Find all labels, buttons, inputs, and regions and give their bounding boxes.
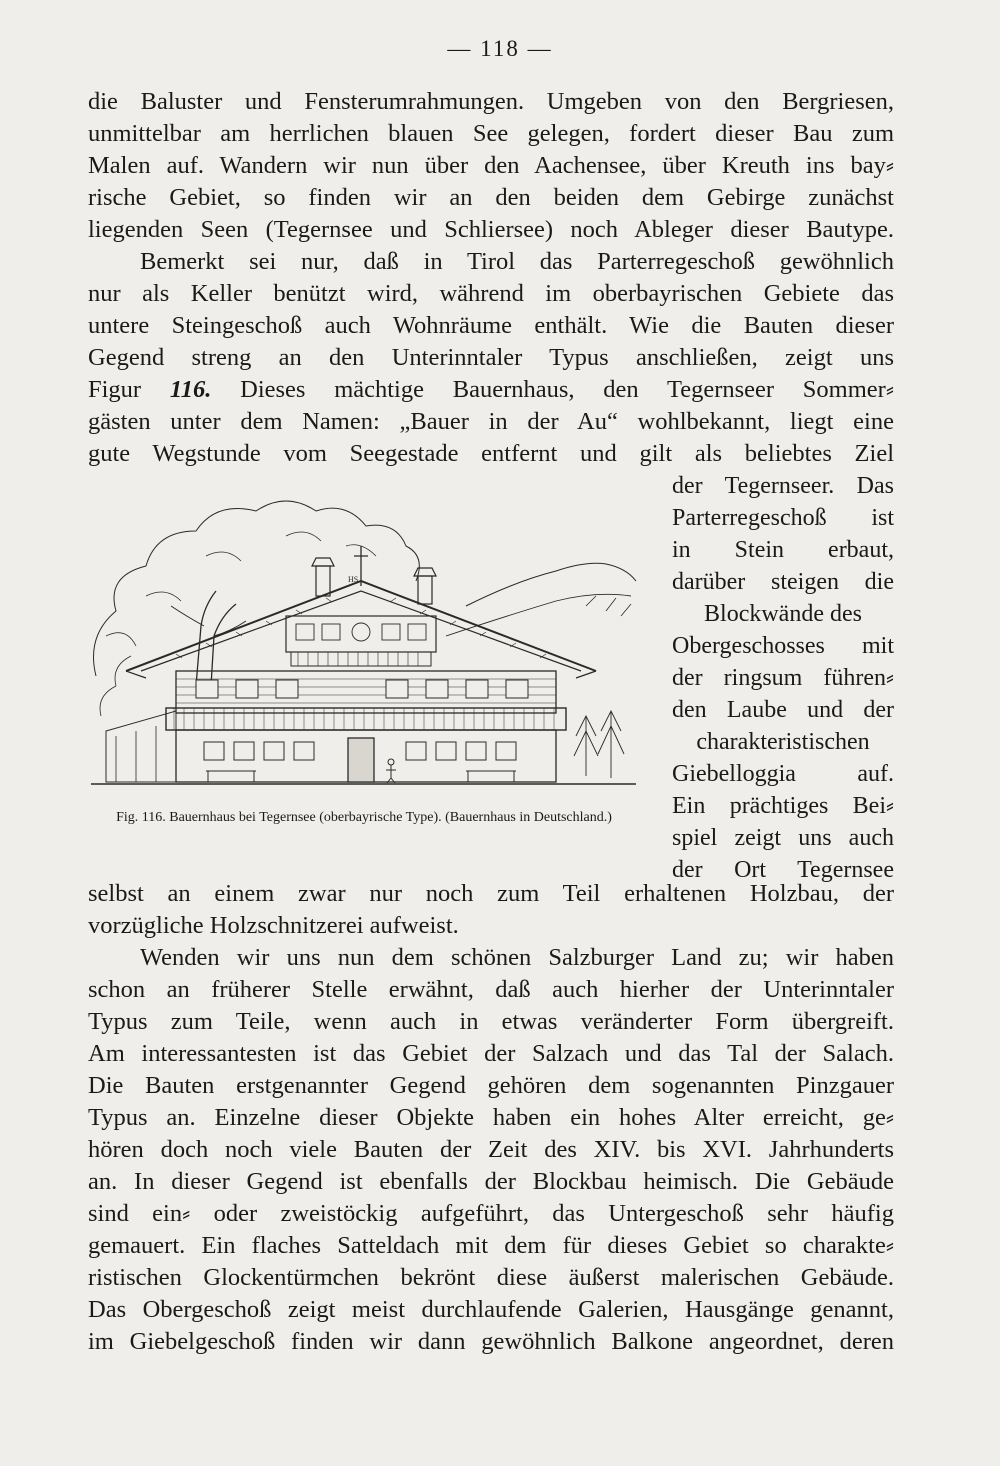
figure-prefix: Figur xyxy=(88,376,170,403)
text-line: untere Steingeschoß auch Wohnräume enthält. Wie die Bauten dieser xyxy=(88,312,894,339)
side-line: darüber steigen die xyxy=(672,569,894,595)
text-line: im Giebelgeschoß finden wir dann gewöhnlich Balkone angeordnet, deren xyxy=(88,1328,894,1355)
text-line: ristischen Glockentürmchen bekrönt diese äußerst malerischen Gebäude. xyxy=(88,1264,894,1291)
farmhouse-drawing xyxy=(86,486,642,806)
side-line: Parterregeschoß ist xyxy=(672,505,894,531)
text-line: rische Gebiet, so finden wir an den beiden dem Gebirge zunächst xyxy=(88,184,894,211)
figure-farmhouse-illustration xyxy=(86,486,642,806)
text-line: sind ein⸗ oder zweistöckig aufgeführt, das Untergeschoß sehr häufig xyxy=(88,1200,894,1227)
text-line: Das Obergeschoß zeigt meist durchlaufende Galerien, Hausgänge genannt, xyxy=(88,1296,894,1323)
text-line: Typus an. Einzelne dieser Objekte haben ein hohes Alter erreicht, ge⸗ xyxy=(88,1104,894,1131)
figure-suffix: Dieses mächtige Bauernhaus, den Tegernseer Sommer⸗ xyxy=(211,376,894,403)
text-line: gute Wegstunde vom Seegestade entfernt und gilt als beliebtes Ziel xyxy=(88,440,894,467)
page-number: — 118 — xyxy=(447,36,553,61)
side-line: den Laube und der xyxy=(672,697,894,723)
side-line: in Stein erbaut, xyxy=(672,537,894,563)
text-line: an. In dieser Gegend ist ebenfalls der Blockbau heimisch. Die Gebäude xyxy=(88,1168,894,1195)
text-line: gemauert. Ein flaches Satteldach mit dem für dieses Gebiet so charakte⸗ xyxy=(88,1232,894,1259)
text-line: Gegend streng an den Unterinntaler Typus anschließen, zeigt uns xyxy=(88,344,894,371)
text-line: unmittelbar am herrlichen blauen See gelegen, fordert dieser Bau zum xyxy=(88,120,894,147)
text-line: Typus zum Teile, wenn auch in etwas veränderter Form übergreift. xyxy=(88,1008,894,1035)
paragraph-two-end xyxy=(88,878,894,942)
text-line: schon an früherer Stelle erwähnt, daß auch hierher der Unterinntaler xyxy=(88,976,894,1003)
side-line: Blockwände des xyxy=(704,601,862,627)
figure-caption xyxy=(86,808,642,827)
side-line: der Ort Tegernsee xyxy=(672,857,894,883)
side-line: Obergeschosses mit xyxy=(672,633,894,659)
text-line: selbst an einem zwar nur noch zum Teil erhaltenen Holzbau, der xyxy=(88,880,894,907)
side-line: spiel zeigt uns auch xyxy=(672,825,894,851)
text-line-figure-reference xyxy=(88,374,894,406)
side-line: charakteristischen xyxy=(696,729,870,755)
side-line: Giebelloggia auf. xyxy=(672,761,894,787)
gable-letters: HS xyxy=(348,575,359,584)
text-line: die Baluster und Fensterumrahmungen. Umgeben von den Bergriesen, xyxy=(88,88,894,115)
side-column xyxy=(672,470,894,886)
paragraph-two xyxy=(88,246,894,470)
text-line: Die Bauten erstgenannter Gegend gehören dem sogenannten Pinzgauer xyxy=(88,1072,894,1099)
paragraph-top xyxy=(88,86,894,246)
caption-text: Bauernhaus bei Tegernsee (oberbayrische Type). (Bauernhaus in Deutschland.) xyxy=(165,810,612,825)
side-line: der ringsum führen⸗ xyxy=(672,665,894,691)
text-line: vorzügliche Holzschnitzerei aufweist. xyxy=(88,912,459,939)
side-line: Ein prächtiges Bei⸗ xyxy=(672,793,894,819)
side-line: der Tegernseer. Das xyxy=(672,473,894,499)
text-line: nur als Keller benützt wird, während im oberbayrischen Gebiete das xyxy=(88,280,894,307)
text-line: liegenden Seen (Tegernsee und Schliersee) noch Ableger dieser Bautype. xyxy=(88,216,894,243)
text-line: Malen auf. Wandern wir nun über den Aachensee, über Kreuth ins bay⸗ xyxy=(88,152,894,179)
figure-reference: 116. xyxy=(169,376,212,403)
text-line: Wenden wir uns nun dem schönen Salzburger Land zu; wir haben xyxy=(140,944,894,971)
text-line: Am interessantesten ist das Gebiet der Salzach und das Tal der Salach. xyxy=(88,1040,894,1067)
text-line: gästen unter dem Namen: „Bauer in der Au“ wohlbekannt, liegt eine xyxy=(88,408,894,435)
caption-label: Fig. 116. xyxy=(116,810,166,825)
text-line: Bemerkt sei nur, daß in Tirol das Parterregeschoß gewöhnlich xyxy=(140,248,894,275)
text-line: hören doch noch viele Bauten der Zeit des XIV. bis XVI. Jahrhunderts xyxy=(88,1136,894,1163)
paragraph-three xyxy=(88,942,894,1358)
